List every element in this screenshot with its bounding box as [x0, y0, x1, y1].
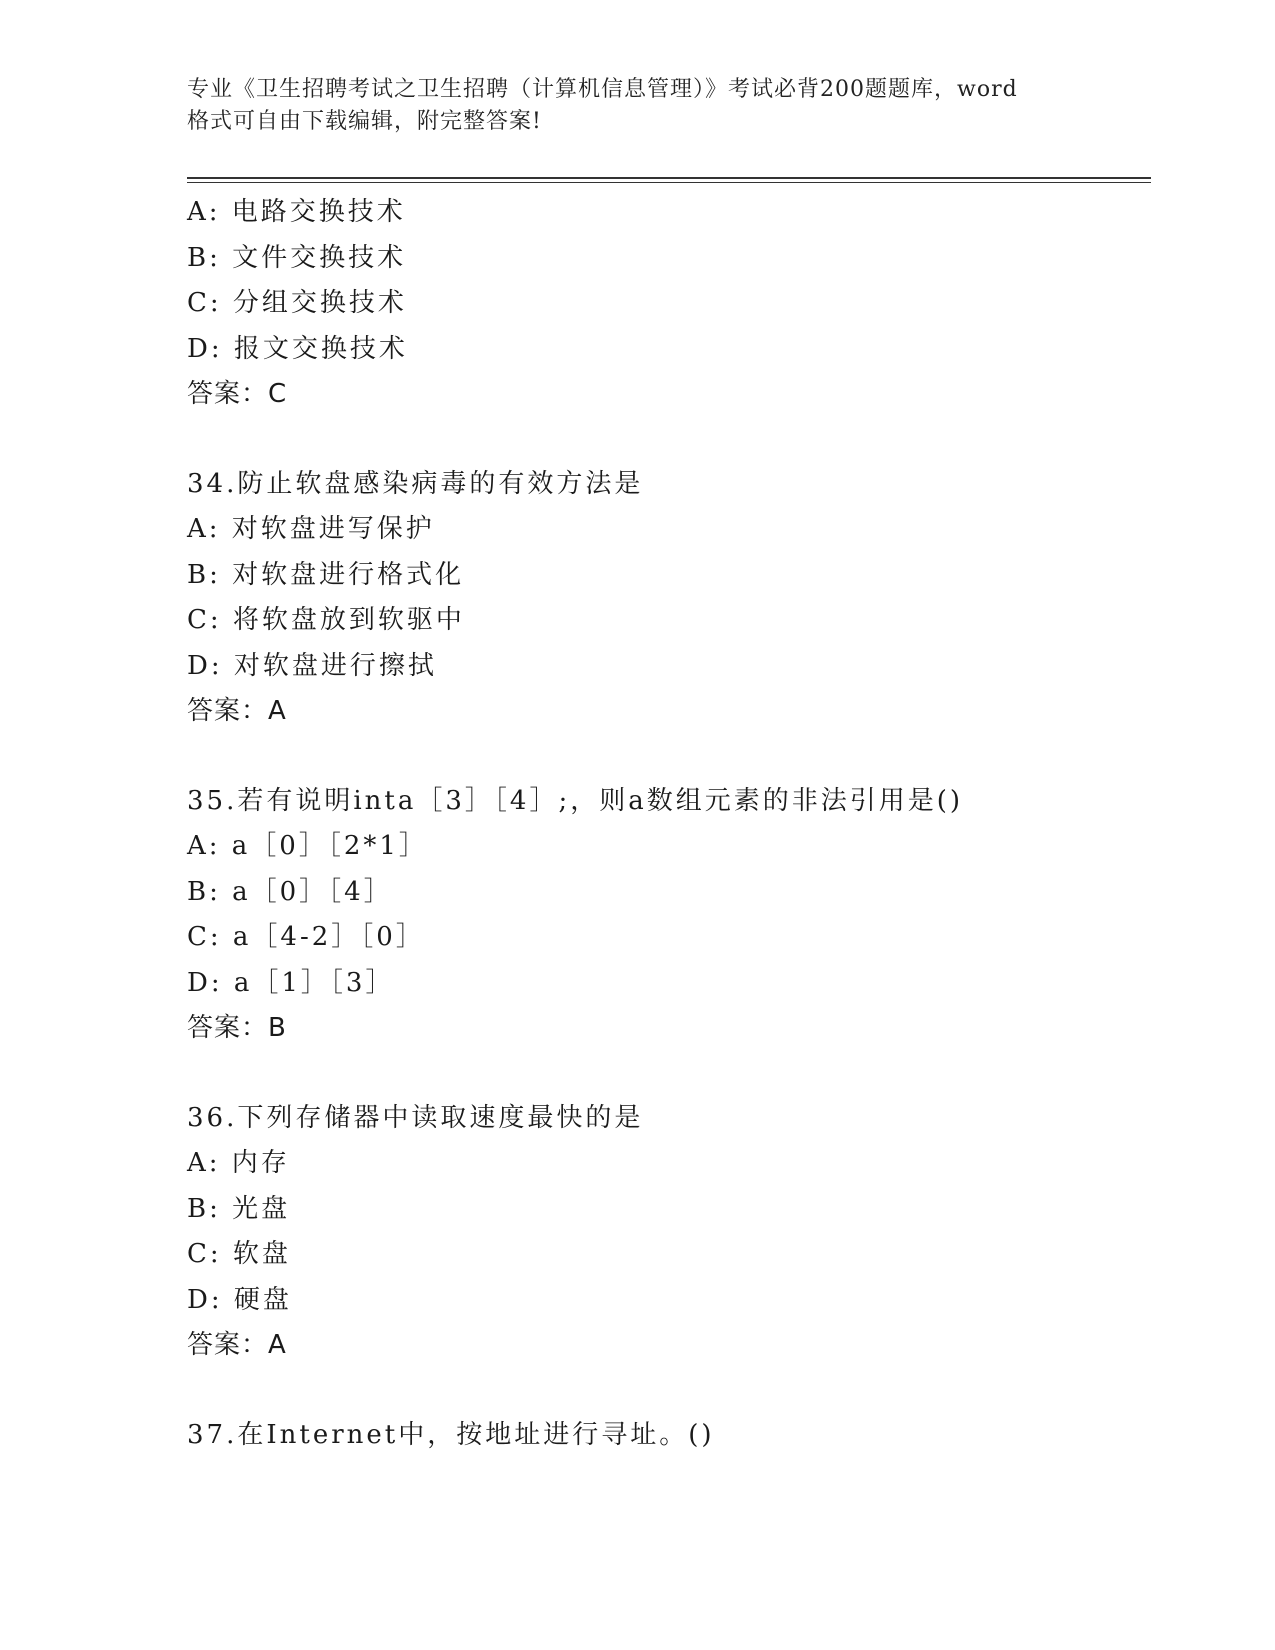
answer-line: 答案：A — [187, 696, 287, 726]
question-block-36 — [187, 1096, 1147, 1369]
question-list — [187, 190, 1147, 1458]
option-c: C: 分组交换技术 — [187, 288, 407, 318]
option-d: D: 对软盘进行擦拭 — [187, 650, 437, 681]
option-a: A: 电路交换技术 — [187, 197, 406, 227]
option-c: C: 将软盘放到软驱中 — [187, 605, 465, 635]
option-d: D: a［1］［3］ — [187, 967, 395, 998]
answer-line: 答案：C — [187, 379, 288, 409]
answer-line: 答案：A — [187, 1330, 287, 1360]
question-block-37 — [187, 1413, 1147, 1459]
header-divider-thin — [187, 182, 1151, 183]
spacer — [187, 735, 1147, 779]
option-a: A: a［0］［2*1］ — [187, 831, 428, 861]
header-divider-thick — [187, 177, 1151, 179]
document-header — [187, 74, 1087, 138]
option-b: B: 对软盘进行格式化 — [187, 559, 465, 590]
option-b: B: 文件交换技术 — [187, 242, 407, 273]
spacer — [187, 1052, 1147, 1096]
question-block-34 — [187, 462, 1147, 735]
option-d: D: 硬盘 — [187, 1284, 292, 1315]
question-text: 37.在Internet中，按地址进行寻址。() — [187, 1419, 715, 1450]
option-c: C: a［4-2］［0］ — [187, 922, 425, 952]
spacer — [187, 1369, 1147, 1413]
option-d: D: 报文交换技术 — [187, 333, 408, 364]
answer-line: 答案：B — [187, 1013, 287, 1043]
question-text: 36.下列存储器中读取速度最快的是 — [187, 1102, 644, 1133]
option-c: C: 软盘 — [187, 1239, 291, 1269]
option-a: A: 对软盘进写保护 — [187, 514, 435, 544]
spacer — [187, 418, 1147, 462]
header-line-2: 格式可自由下载编辑，附完整答案! — [187, 109, 542, 134]
option-b: B: 光盘 — [187, 1193, 291, 1224]
question-block-33 — [187, 190, 1147, 418]
header-line-1: 专业《卫生招聘考试之卫生招聘（计算机信息管理）》考试必背200题题库，word — [187, 77, 1018, 102]
question-text: 34.防止软盘感染病毒的有效方法是 — [187, 468, 644, 499]
question-text: 35.若有说明inta［3］［4］;，则a数组元素的非法引用是() — [187, 785, 963, 816]
question-block-35 — [187, 779, 1147, 1052]
option-a: A: 内存 — [187, 1148, 290, 1178]
option-b: B: a［0］［4］ — [187, 876, 393, 907]
